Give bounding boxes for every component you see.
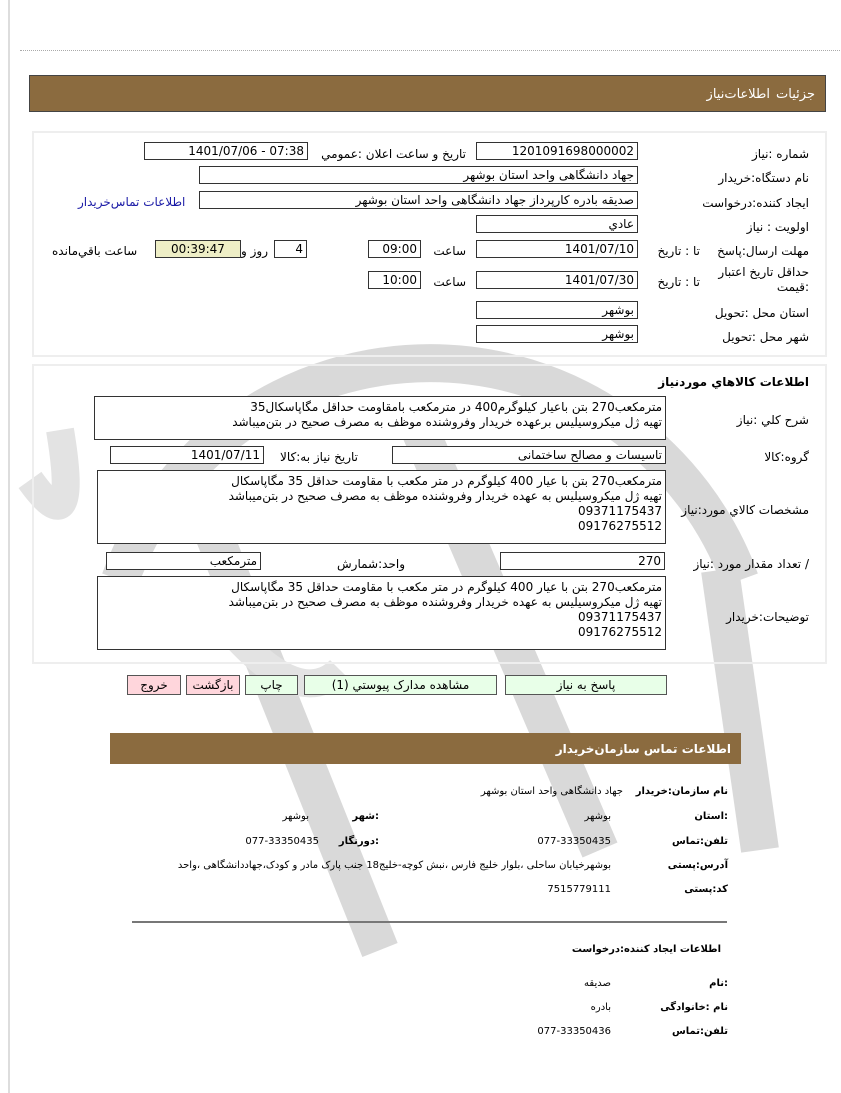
creator-name-label: :نام <box>709 978 728 989</box>
spec-field <box>97 470 666 544</box>
page-left-border <box>8 0 10 1093</box>
validity-label-2: :قیمت <box>776 280 809 294</box>
buyer-city-value: بوشهر <box>282 811 309 822</box>
summary-line-1: مترمکعب270 بتن باعیار کیلوگرم400 در مترمکعب بامقاومت حداقل مگاپاسکال35 <box>250 400 662 414</box>
announce-date-field: 1401/07/06 - 07:38 <box>144 142 308 160</box>
validity-time-field: 10:00 <box>368 271 421 289</box>
creator-phone-value: 077-33350436 <box>537 1026 611 1037</box>
need-number-field: 1201091698000002 <box>476 142 638 160</box>
buyer-address-label: آدرس:پستی <box>667 860 728 871</box>
buyer-postal-label: کد:پستی <box>684 884 728 895</box>
buyer-contact-title: اطلاعات تماس سازمان‌خریدار <box>555 742 731 756</box>
goods-group-label: گروه:کالا <box>764 450 809 464</box>
spec-line-2: تهیه ژل میکروسیلیس به عهده خریدار وفروشنده موظف به مصرف صحیح در بتن‌میباشد <box>228 489 662 503</box>
remaining-time-label: ساعت باقي‌مانده <box>52 244 138 258</box>
org-name-label: نام سازمان:خریدار <box>635 786 728 797</box>
validity-date-field: 1401/07/30 <box>476 271 638 289</box>
org-name-value: جهاد دانشگاهی واحد استان بوشهر <box>480 786 623 797</box>
quantity-field: 270 <box>500 552 665 570</box>
buyer-city-label: :شهر <box>352 811 379 822</box>
spec-line-3: 09371175437 <box>578 504 662 518</box>
spec-line-1: مترمکعب270 بتن با عیار 400 کیلوگرم در متر مکعب با مقاومت حداقل 35 مگاپاسکال <box>231 474 662 488</box>
province-field: بوشهر <box>476 301 638 319</box>
view-attachments-button[interactable]: مشاهده مدارک پیوستي (1) <box>304 675 497 695</box>
contact-divider <box>132 921 727 923</box>
city-label: شهر محل :تحویل <box>722 330 809 344</box>
priority-label: اولویت : نیاز <box>746 220 809 234</box>
summary-label: شرح کلي :نیاز <box>736 413 809 427</box>
need-date-label: تاریخ نیاز به:کالا <box>280 450 358 464</box>
buyer-fax-value: 077-33350435 <box>245 836 319 847</box>
creator-family-label: نام :خانوادگی <box>660 1002 728 1013</box>
creator-name-value: صدیقه <box>584 978 611 989</box>
unit-field: مترمکعب <box>106 552 261 570</box>
province-label: استان محل :تحویل <box>714 306 809 320</box>
buyer-province-label: :استان <box>694 811 728 822</box>
creator-label: ایجاد کننده:درخواست <box>702 196 809 210</box>
days-label: روز و <box>241 244 268 258</box>
summary-field <box>94 396 666 440</box>
buyer-org-label: نام دستگاه:خریدار <box>718 171 809 185</box>
buyer-phone-value: 077-33350435 <box>537 836 611 847</box>
print-button[interactable]: چاپ <box>245 675 298 695</box>
city-field: بوشهر <box>476 325 638 343</box>
buyer-fax-label: :دورنگار <box>338 836 379 847</box>
spec-label: مشخصات کالاي مورد:نیاز <box>681 503 809 517</box>
buyer-contact-header <box>110 733 741 764</box>
buyer-notes-field <box>97 576 666 650</box>
goods-section-title: اطلاعات کالاهاي موردنیاز <box>658 375 809 389</box>
exit-button[interactable]: خروج <box>127 675 181 695</box>
deadline-to-date-label: تا : تاریخ <box>657 244 700 258</box>
notes-line-4: 09176275512 <box>578 625 662 639</box>
buyer-province-value: بوشهر <box>584 811 611 822</box>
goods-group-field: تاسیسات و مصالح ساختمانی <box>392 446 666 464</box>
buyer-notes-label: توضیحات:خریدار <box>726 610 809 624</box>
notes-line-3: 09371175437 <box>578 610 662 624</box>
buyer-postal-value: 7515779111 <box>547 884 611 895</box>
creator-phone-label: تلفن:تماس <box>671 1026 728 1037</box>
announce-date-label: تاریخ و ساعت اعلان :عمومي <box>321 147 466 161</box>
buyer-address-value: بوشهرخیابان ساحلی ،بلوار خلیج فارس ،نبش کوچه-خلیج18 جنب پارک مادر و کودک،جهاددانشگاهی ،واحد <box>177 860 611 871</box>
deadline-time-label: ساعت <box>433 244 466 258</box>
deadline-time-field: 09:00 <box>368 240 421 258</box>
notes-line-2: تهیه ژل میکروسیلیس به عهده خریدار وفروشنده موظف به مصرف صحیح در بتن‌میباشد <box>228 595 662 609</box>
deadline-date-field: 1401/07/10 <box>476 240 638 258</box>
need-info-panel <box>32 131 827 357</box>
top-divider <box>20 50 840 51</box>
validity-to-date-label: تا : تاریخ <box>657 275 700 289</box>
need-number-label: شماره :نیاز <box>752 147 809 161</box>
unit-label: واحد:شمارش <box>337 557 405 571</box>
validity-label-1: حداقل تاریخ اعتبار <box>718 265 809 279</box>
tab-details[interactable]: جزئیات <box>776 87 815 102</box>
creator-contact-title: اطلاعات ایجاد کننده:درخواست <box>571 944 721 955</box>
creator-field: صدیقه بادره کارپرداز جهاد دانشگاهی واحد استان بوشهر <box>199 191 638 209</box>
buyer-org-field: جهاد دانشگاهی واحد استان بوشهر <box>199 166 638 184</box>
buyer-phone-label: تلفن:تماس <box>671 836 728 847</box>
back-button[interactable]: بازگشت <box>186 675 240 695</box>
validity-time-label: ساعت <box>433 275 466 289</box>
notes-line-1: مترمکعب270 بتن با عیار 400 کیلوگرم در متر مکعب با مقاومت حداقل 35 مگاپاسکال <box>231 580 662 594</box>
deadline-label: مهلت ارسال:پاسخ <box>717 244 809 258</box>
summary-line-2: تهیه ژل میکروسیلیس برعهده خریدار وفروشنده موظف به مصرف صحیح در بتن‌میباشد <box>232 415 662 429</box>
remaining-time-field: 00:39:47 <box>155 240 241 258</box>
tab-need-info[interactable]: اطلاعات‌نیاز <box>706 87 770 102</box>
need-date-field: 1401/07/11 <box>110 446 264 464</box>
creator-family-value: بادره <box>590 1002 611 1013</box>
quantity-label: / تعداد مقدار مورد :نیاز <box>693 557 809 571</box>
reply-to-need-button[interactable]: پاسخ به نیاز <box>505 675 667 695</box>
remaining-days-field: 4 <box>274 240 307 258</box>
page-header-bar <box>29 75 826 112</box>
priority-field: عادي <box>476 215 638 233</box>
buyer-contact-link[interactable]: اطلاعات تماس‌خریدار <box>78 195 186 209</box>
spec-line-4: 09176275512 <box>578 519 662 533</box>
